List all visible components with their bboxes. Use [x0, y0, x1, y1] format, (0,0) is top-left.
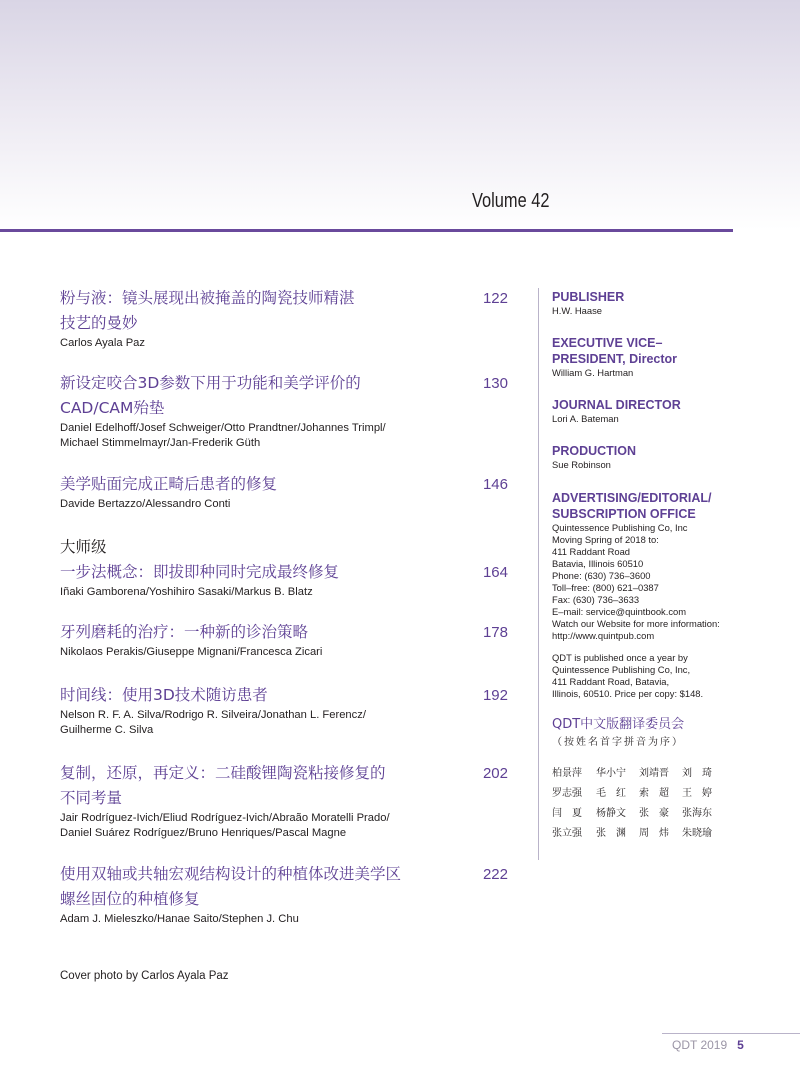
toc-entry-title: 时间线：使用3D技术随访患者: [60, 686, 268, 704]
toc-entry[interactable]: [60, 472, 510, 512]
translator-name: 张 豪: [639, 808, 669, 819]
masthead-text: Sue Robinson: [552, 459, 611, 470]
masthead-journal-director: [552, 397, 792, 425]
cover-photo-credit: Cover photo by Carlos Ayala Paz: [60, 970, 229, 982]
translator-name: 刘 琦: [682, 768, 712, 779]
masthead-publisher: [552, 289, 792, 317]
page-number: 5: [737, 1038, 744, 1052]
toc-entry-authors: Adam J. Mieleszko/Hanae Saito/Stephen J. Chu: [60, 913, 299, 925]
toc-entry[interactable]: [60, 286, 510, 351]
toc-entry-authors: Nikolaos Perakis/Giuseppe Mignani/Francesca Zicari: [60, 646, 323, 658]
masthead-note: [552, 652, 792, 700]
toc-entry[interactable]: [60, 535, 510, 600]
masthead-text: H.W. Haase: [552, 305, 603, 316]
translator-name: 张 渊: [596, 828, 626, 839]
toc-entry-title: 粉与液：镜头展现出被掩盖的陶瓷技师精湛 技艺的曼妙: [60, 289, 355, 332]
masthead-production: [552, 443, 792, 471]
volume-label: Volume 42: [472, 190, 550, 212]
footer-rule: [662, 1033, 800, 1034]
toc-entry[interactable]: [60, 862, 510, 927]
masthead-text: Lori A. Bateman: [552, 413, 619, 424]
translator-name: 毛 红: [596, 788, 626, 799]
translator-name: 张立强: [552, 828, 582, 839]
toc-entry-authors: Jair Rodríguez-Ivich/Eliud Rodríguez-Ivich/Abraão Moratelli Prado/ Daniel Suárez Rodríguez/Bruno Henriques/Pascal Magne: [60, 812, 390, 839]
toc-entry-page: 222: [482, 866, 508, 883]
footer-magazine: QDT 2019: [672, 1038, 728, 1052]
masthead-office: [552, 490, 792, 642]
toc-entry-page: 146: [482, 476, 508, 493]
translator-name: 朱晓瑜: [682, 828, 712, 839]
toc-entry-authors: Iñaki Gamborena/Yoshihiro Sasaki/Markus B. Blatz: [60, 586, 313, 598]
translator-name: 闫 夏: [552, 808, 582, 819]
toc-entry-title: 牙列磨耗的治疗：一种新的诊治策略: [60, 623, 309, 641]
toc-entry-title: 美学贴面完成正畸后患者的修复: [60, 475, 278, 493]
toc-entry[interactable]: [60, 683, 510, 738]
masthead-heading: PUBLISHER: [552, 290, 625, 304]
translation-committee-heading: QDT中文版翻译委员会: [552, 717, 685, 732]
masthead-heading: PRODUCTION: [552, 444, 637, 458]
translator-name: 罗志强: [552, 788, 582, 799]
toc-entry[interactable]: [60, 371, 510, 451]
translator-name: 刘靖晋: [639, 768, 669, 779]
translator-name: 王 婷: [682, 788, 712, 799]
translator-name: 张海东: [682, 808, 712, 819]
translator-row: [552, 764, 752, 784]
masthead-heading: JOURNAL DIRECTOR: [552, 398, 681, 412]
toc-entry-page: 130: [482, 375, 508, 392]
toc-entry-authors: Nelson R. F. A. Silva/Rodrigo R. Silveira/Jonathan L. Ferencz/ Guilherme C. Silva: [60, 709, 366, 736]
column-divider: [538, 288, 539, 860]
masthead-evp: [552, 335, 792, 379]
toc-entry-title: 一步法概念：即拔即种同时完成最终修复: [60, 563, 340, 581]
translation-committee-subheading: （按姓名首字拼音为序）: [552, 737, 684, 748]
toc-entry-title: 使用双轴或共轴宏观结构设计的种植体改进美学区 螺丝固位的种植修复: [60, 865, 402, 908]
toc-entry[interactable]: [60, 620, 510, 660]
publication-note: QDT is published once a year by Quintessence Publishing Co, Inc, 411 Raddant Road, Batavia, Illinois, 60510. Price per copy: $148.: [552, 652, 704, 699]
toc-entry-authors: Carlos Ayala Paz: [60, 337, 145, 349]
toc-entry-page: 178: [482, 624, 508, 641]
masthead-heading: EXECUTIVE VICE– PRESIDENT, Director: [552, 336, 678, 366]
toc-entry-page: 192: [482, 687, 508, 704]
masthead-text: William G. Hartman: [552, 367, 634, 378]
toc-entry-kicker: 大师级: [60, 538, 107, 556]
translator-name: 索 超: [639, 788, 669, 799]
toc-entry[interactable]: [60, 761, 510, 841]
toc-entry-authors: Daniel Edelhoff/Josef Schweiger/Otto Prandtner/Johannes Trimpl/ Michael Stimmelmayr/Jan-Frederik Güth: [60, 422, 386, 449]
page-footer: [672, 1036, 744, 1054]
translator-row: [552, 804, 752, 824]
toc-entry-page: 202: [482, 765, 508, 782]
masthead-heading: ADVERTISING/EDITORIAL/ SUBSCRIPTION OFFICE: [552, 491, 712, 521]
toc-entry-page: 122: [482, 290, 508, 307]
masthead-text: Quintessence Publishing Co, Inc Moving Spring of 2018 to: 411 Raddant Road Batavia, Illinois 60510 Phone: (630) 736–3600 Toll–free: (800) 621–0387 Fax: (630) 736–3633 E–mail: service@quintbook.com Watch our Website for more information: http://www.quintpub.com: [552, 522, 720, 641]
translator-name: 周 炜: [639, 828, 669, 839]
translator-row: [552, 824, 752, 844]
translator-names: [552, 764, 752, 844]
translator-name: 柏景萍: [552, 768, 582, 779]
header-band: [0, 0, 800, 230]
translator-row: [552, 784, 752, 804]
toc-entry-page: 164: [482, 564, 508, 581]
translator-name: 华小宁: [596, 768, 626, 779]
toc-entry-title: 复制，还原，再定义：二硅酸锂陶瓷粘接修复的 不同考量: [60, 764, 386, 807]
toc-entry-title: 新设定咬合3D参数下用于功能和美学评价的 CAD/CAM殆垫: [60, 374, 361, 417]
header-rule: [0, 229, 733, 232]
translator-name: 杨静文: [596, 808, 626, 819]
toc-entry-authors: Davide Bertazzo/Alessandro Conti: [60, 498, 231, 510]
